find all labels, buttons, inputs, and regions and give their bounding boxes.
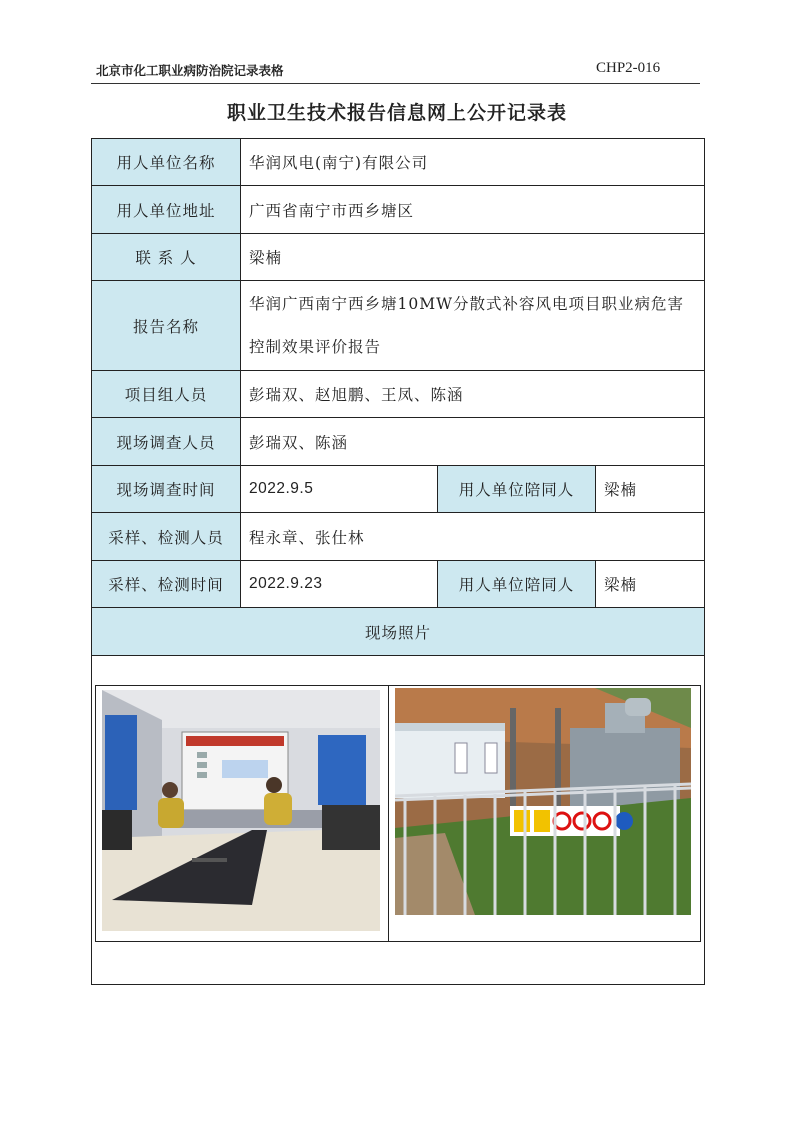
sampling-time-label: 采样、检测时间 — [92, 561, 241, 608]
employer-name-label: 用人单位名称 — [92, 139, 241, 186]
row-sampling-staff — [92, 513, 705, 561]
escort-value-2: 梁楠 — [596, 561, 705, 608]
row-sampling-time — [92, 561, 705, 608]
row-report-name — [92, 281, 705, 371]
row-survey-time — [92, 466, 705, 513]
escort-value-1: 梁楠 — [596, 466, 705, 513]
sampling-time-value: 2022.9.23 — [241, 561, 438, 608]
survey-time-value: 2022.9.5 — [241, 466, 438, 513]
team-label: 项目组人员 — [92, 371, 241, 418]
header-org: 北京市化工职业病防治院记录表格 — [96, 63, 284, 78]
team-value: 彭瑞双、赵旭鹏、王凤、陈涵 — [241, 371, 705, 418]
row-survey-staff — [92, 418, 705, 466]
report-name-value: 华润广西南宁西乡塘10MW分散式补容风电项目职业病危害控制效果评价报告 — [241, 281, 705, 371]
row-employer-address — [92, 186, 705, 234]
row-contact — [92, 234, 705, 281]
row-employer-name — [92, 139, 705, 186]
contact-value: 梁楠 — [241, 234, 705, 281]
escort-label-1: 用人单位陪同人 — [438, 466, 596, 513]
employer-address-label: 用人单位地址 — [92, 186, 241, 234]
employer-address-value: 广西省南宁市西乡塘区 — [241, 186, 705, 234]
survey-staff-value: 彭瑞双、陈涵 — [241, 418, 705, 466]
document-title: 职业卫生技术报告信息网上公开记录表 — [226, 102, 567, 124]
photo-divider — [388, 686, 389, 941]
survey-staff-label: 现场调查人员 — [92, 418, 241, 466]
report-name-label: 报告名称 — [92, 281, 241, 371]
sampling-staff-label: 采样、检测人员 — [92, 513, 241, 561]
header-code: CHP2-016 — [596, 60, 661, 76]
site-photo-meeting-room — [102, 690, 380, 931]
contact-label: 联 系 人 — [92, 234, 241, 281]
photos-label: 现场照片 — [92, 608, 705, 656]
site-photo-transformer-station — [395, 688, 691, 915]
survey-time-label: 现场调查时间 — [92, 466, 241, 513]
row-photos-header — [92, 608, 705, 656]
header-rule — [91, 83, 700, 84]
sampling-staff-value: 程永章、张仕林 — [241, 513, 705, 561]
escort-label-2: 用人单位陪同人 — [438, 561, 596, 608]
row-team — [92, 371, 705, 418]
employer-name-value: 华润风电(南宁)有限公司 — [241, 139, 705, 186]
photo-frame — [95, 685, 701, 942]
